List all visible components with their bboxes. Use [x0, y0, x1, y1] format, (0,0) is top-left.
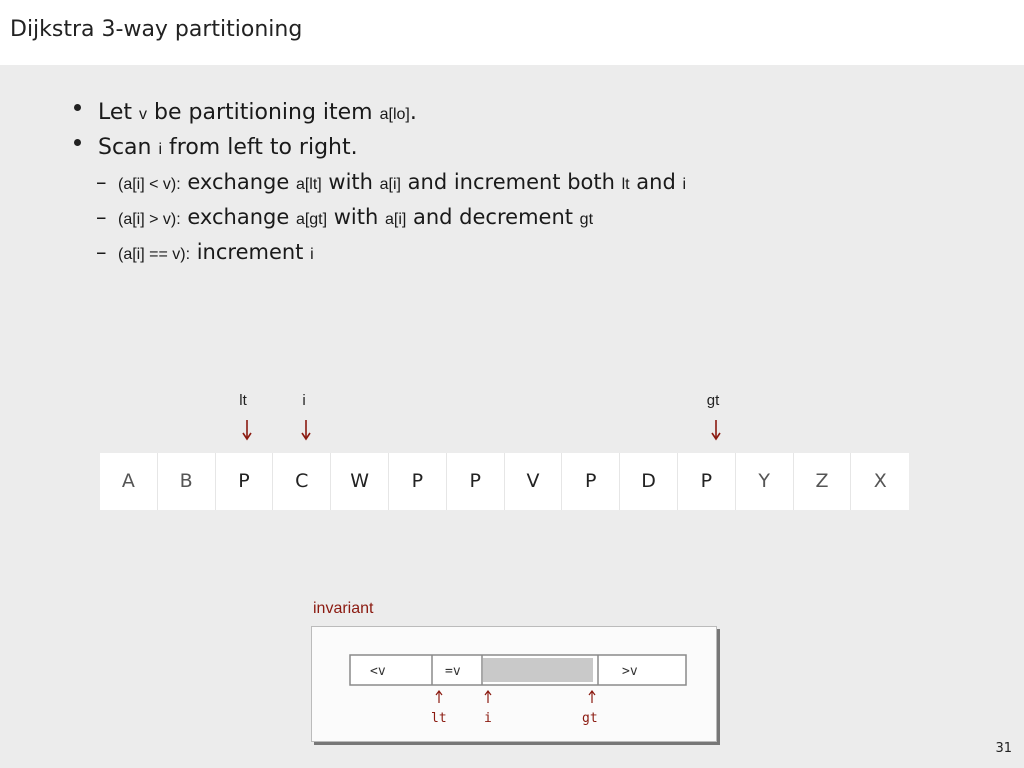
subitem-text: increment	[190, 240, 311, 264]
subitem-code: a[i]	[379, 176, 401, 193]
arrow-down-icon	[238, 418, 258, 442]
subitem-code: i	[682, 176, 687, 193]
dash: –	[96, 170, 107, 194]
array-cell: D	[620, 453, 678, 510]
pointer-gt-label: gt	[706, 392, 720, 409]
array-cell: B	[158, 453, 216, 510]
array-cell: P	[216, 453, 274, 510]
invariant-pointer-gt: gt	[582, 711, 598, 726]
slide-title: Dijkstra 3-way partitioning	[10, 17, 303, 42]
array-cell: V	[505, 453, 563, 510]
bullet-1	[98, 100, 417, 125]
dash: –	[96, 205, 107, 229]
array-cell: P	[447, 453, 505, 510]
invariant-label: invariant	[313, 600, 374, 617]
invariant-diagram	[312, 627, 716, 741]
pointer-i-label: i	[302, 392, 306, 409]
title-bar	[0, 0, 1024, 65]
array-cell: A	[100, 453, 158, 510]
invariant-pointer-i: i	[484, 711, 492, 726]
page-number: 31	[995, 741, 1012, 756]
invariant-pointer-lt: lt	[431, 711, 447, 726]
invariant-figure	[311, 626, 717, 742]
array-cell: P	[562, 453, 620, 510]
bullet-2-text-post: from left to right.	[162, 135, 358, 160]
subitem-text: exchange	[180, 205, 296, 229]
subitem-code: a[gt]	[295, 211, 328, 228]
segment-greater: >v	[622, 664, 638, 679]
bullet-dot	[74, 139, 81, 146]
dash: –	[96, 240, 107, 264]
array-cell: C	[273, 453, 331, 510]
subitem-text: and increment both	[400, 170, 622, 194]
arrow-down-icon	[707, 418, 727, 442]
bullet-1-text: Let	[98, 100, 140, 125]
pointer-lt-label: lt	[239, 392, 247, 409]
array-cell: P	[678, 453, 736, 510]
subitem-text: and	[629, 170, 683, 194]
subitem-code: gt	[579, 211, 594, 228]
subitem-condition: (a[i] > v):	[118, 211, 181, 228]
subitem-condition: (a[i] == v):	[118, 246, 191, 263]
array-cell: Z	[794, 453, 852, 510]
subitem-code: lt	[621, 176, 630, 193]
bullet-1-code-alo: a[lo]	[379, 106, 410, 123]
subitem-text: with	[321, 170, 380, 194]
bullet-dot	[74, 104, 81, 111]
subitem-condition: (a[i] < v):	[118, 176, 181, 193]
array-cell: P	[389, 453, 447, 510]
arrow-down-icon	[297, 418, 317, 442]
bullet-2	[98, 135, 358, 160]
array-cell: X	[873, 470, 887, 492]
array-row	[100, 453, 909, 510]
bullet-1-code-v: v	[139, 106, 148, 123]
segment-less: <v	[370, 664, 386, 679]
subitem-code: i	[310, 246, 314, 263]
segment-equal: =v	[445, 664, 461, 679]
subitem-text: with	[327, 205, 385, 229]
subitem-code: a[lt]	[295, 176, 322, 193]
subitem-text: and decrement	[406, 205, 580, 229]
subitem-code: a[i]	[384, 211, 407, 228]
bullet-2-code-i: i	[158, 141, 163, 158]
subitem-text: exchange	[180, 170, 296, 194]
subitem-less	[96, 170, 686, 194]
subitem-equal	[96, 240, 314, 264]
array-cell: W	[331, 453, 389, 510]
array-cell: Y	[736, 453, 794, 510]
bullet-1-period: .	[409, 100, 417, 125]
bullet-2-text: Scan	[98, 135, 159, 160]
bullet-1-text-mid: be partitioning item	[147, 100, 380, 125]
subitem-greater	[96, 205, 593, 229]
